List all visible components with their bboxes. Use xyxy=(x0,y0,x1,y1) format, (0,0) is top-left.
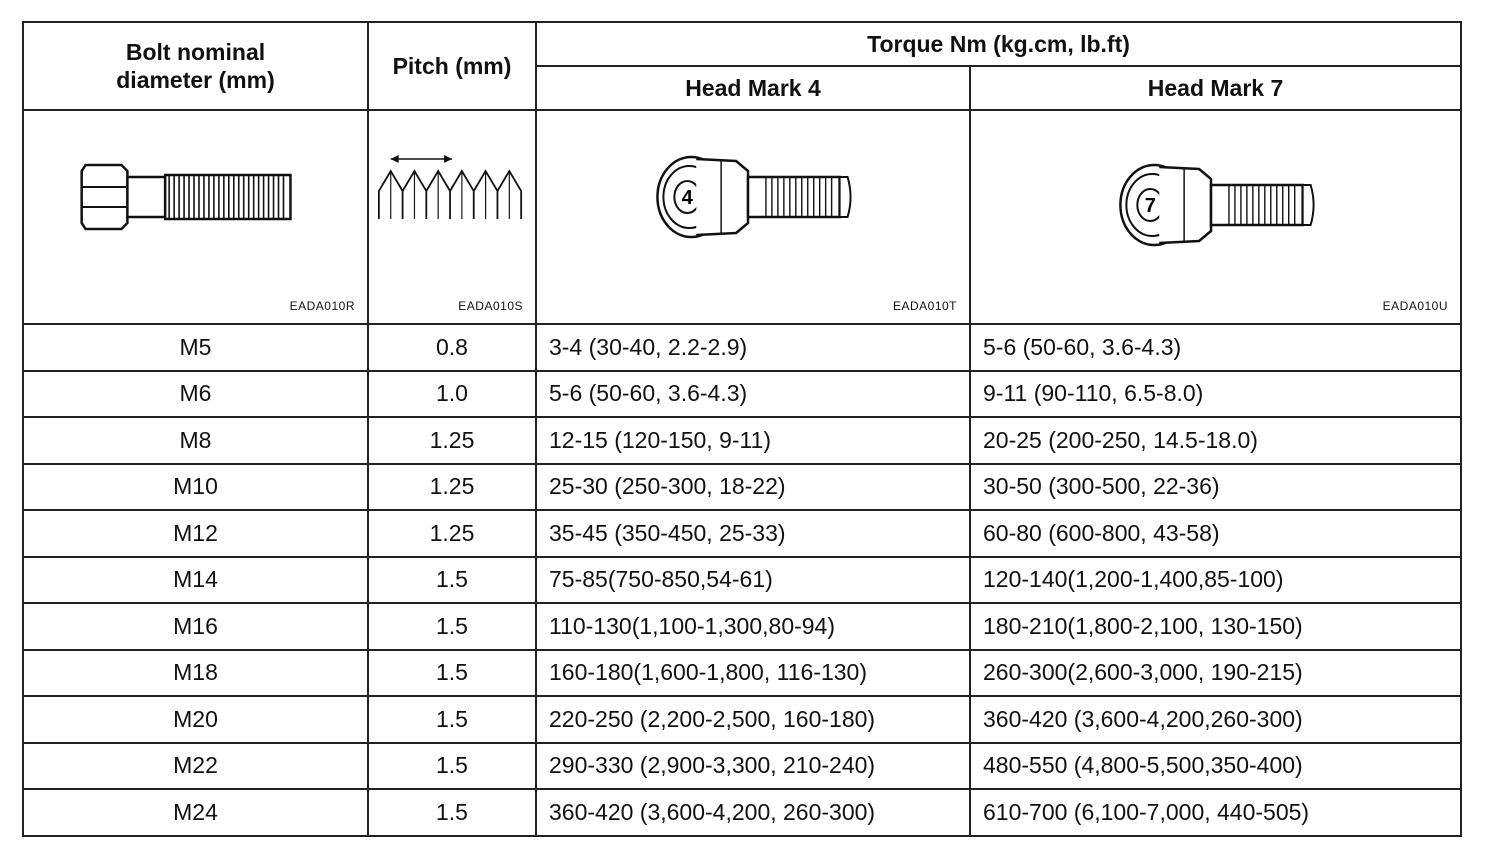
pitch-cell: 1.5 xyxy=(368,650,536,697)
pitch-figure-code: EADA010S xyxy=(458,299,523,313)
table-row xyxy=(23,650,1461,697)
head-mark-4-torque-cell: 160-180(1,600-1,800, 116-130) xyxy=(536,650,970,697)
table-row xyxy=(23,557,1461,604)
header-pitch: Pitch (mm) xyxy=(368,22,536,110)
table-row xyxy=(23,464,1461,511)
bolt-size-cell: M5 xyxy=(23,324,368,371)
head-mark-4-digit: 4 xyxy=(681,186,693,210)
pitch-cell: 1.25 xyxy=(368,510,536,557)
bolt-size-cell: M14 xyxy=(23,557,368,604)
bolt-diagram-icon xyxy=(24,111,367,323)
head-mark-4-torque-cell: 360-420 (3,600-4,200, 260-300) xyxy=(536,789,970,836)
bolt-size-cell: M12 xyxy=(23,510,368,557)
head-mark-7-torque-cell: 5-6 (50-60, 3.6-4.3) xyxy=(970,324,1461,371)
bolt-size-cell: M16 xyxy=(23,603,368,650)
head-mark-4-torque-cell: 290-330 (2,900-3,300, 210-240) xyxy=(536,743,970,790)
head-mark-4-torque-cell: 5-6 (50-60, 3.6-4.3) xyxy=(536,371,970,418)
head-mark-7-torque-cell: 360-420 (3,600-4,200,260-300) xyxy=(970,696,1461,743)
torque-rows xyxy=(23,324,1461,836)
pitch-cell: 1.5 xyxy=(368,603,536,650)
bolt-figure-code: EADA010R xyxy=(289,299,355,313)
pitch-cell: 1.5 xyxy=(368,557,536,604)
head-mark-7-torque-cell: 480-550 (4,800-5,500,350-400) xyxy=(970,743,1461,790)
head-mark-4-torque-cell: 75-85(750-850,54-61) xyxy=(536,557,970,604)
head-mark-7-figure-code: EADA010U xyxy=(1382,299,1449,313)
header-head-mark-4: Head Mark 4 xyxy=(536,66,970,110)
bolt-size-cell: M22 xyxy=(23,743,368,790)
pitch-cell: 0.8 xyxy=(368,324,536,371)
head-mark-7-digit: 7 xyxy=(1144,194,1156,218)
bolt-size-cell: M24 xyxy=(23,789,368,836)
header-torque: Torque Nm (kg.cm, lb.ft) xyxy=(536,22,1461,66)
torque-spec-table xyxy=(22,21,1462,837)
head-mark-4-torque-cell: 12-15 (120-150, 9-11) xyxy=(536,417,970,464)
bolt-figure-cell xyxy=(23,110,368,324)
pitch-cell: 1.25 xyxy=(368,417,536,464)
head-mark-7-torque-cell: 9-11 (90-110, 6.5-8.0) xyxy=(970,371,1461,418)
table-row xyxy=(23,696,1461,743)
head-mark-7-torque-cell: 610-700 (6,100-7,000, 440-505) xyxy=(970,789,1461,836)
head-mark-4-bolt-icon xyxy=(537,111,969,323)
pitch-cell: 1.25 xyxy=(368,464,536,511)
header-bolt-diameter: Bolt nominal diameter (mm) xyxy=(23,22,368,110)
table-row xyxy=(23,510,1461,557)
head-mark-4-torque-cell: 110-130(1,100-1,300,80-94) xyxy=(536,603,970,650)
table-row xyxy=(23,371,1461,418)
head-mark-7-torque-cell: 180-210(1,800-2,100, 130-150) xyxy=(970,603,1461,650)
table-row xyxy=(23,324,1461,371)
pitch-cell: 1.5 xyxy=(368,789,536,836)
head-mark-7-torque-cell: 60-80 (600-800, 43-58) xyxy=(970,510,1461,557)
head-mark-7-torque-cell: 20-25 (200-250, 14.5-18.0) xyxy=(970,417,1461,464)
head-mark-4-torque-cell: 25-30 (250-300, 18-22) xyxy=(536,464,970,511)
head-mark-4-figure-code: EADA010T xyxy=(892,299,957,313)
pitch-cell: 1.5 xyxy=(368,696,536,743)
table-row xyxy=(23,603,1461,650)
table-row xyxy=(23,789,1461,836)
head-mark-7-bolt-icon xyxy=(971,111,1460,323)
pitch-cell: 1.5 xyxy=(368,743,536,790)
bolt-size-cell: M18 xyxy=(23,650,368,697)
head-mark-7-torque-cell: 120-140(1,200-1,400,85-100) xyxy=(970,557,1461,604)
bolt-size-cell: M10 xyxy=(23,464,368,511)
thread-pitch-diagram-icon xyxy=(369,111,535,323)
head-mark-4-figure-cell xyxy=(536,110,970,324)
head-mark-4-torque-cell: 35-45 (350-450, 25-33) xyxy=(536,510,970,557)
bolt-size-cell: M8 xyxy=(23,417,368,464)
head-mark-7-figure-cell xyxy=(970,110,1461,324)
head-mark-4-torque-cell: 3-4 (30-40, 2.2-2.9) xyxy=(536,324,970,371)
head-mark-7-torque-cell: 30-50 (300-500, 22-36) xyxy=(970,464,1461,511)
header-head-mark-7: Head Mark 7 xyxy=(970,66,1461,110)
pitch-cell: 1.0 xyxy=(368,371,536,418)
table-row xyxy=(23,417,1461,464)
bolt-size-cell: M6 xyxy=(23,371,368,418)
head-mark-7-torque-cell: 260-300(2,600-3,000, 190-215) xyxy=(970,650,1461,697)
table-row xyxy=(23,743,1461,790)
head-mark-4-torque-cell: 220-250 (2,200-2,500, 160-180) xyxy=(536,696,970,743)
pitch-figure-cell xyxy=(368,110,536,324)
bolt-size-cell: M20 xyxy=(23,696,368,743)
